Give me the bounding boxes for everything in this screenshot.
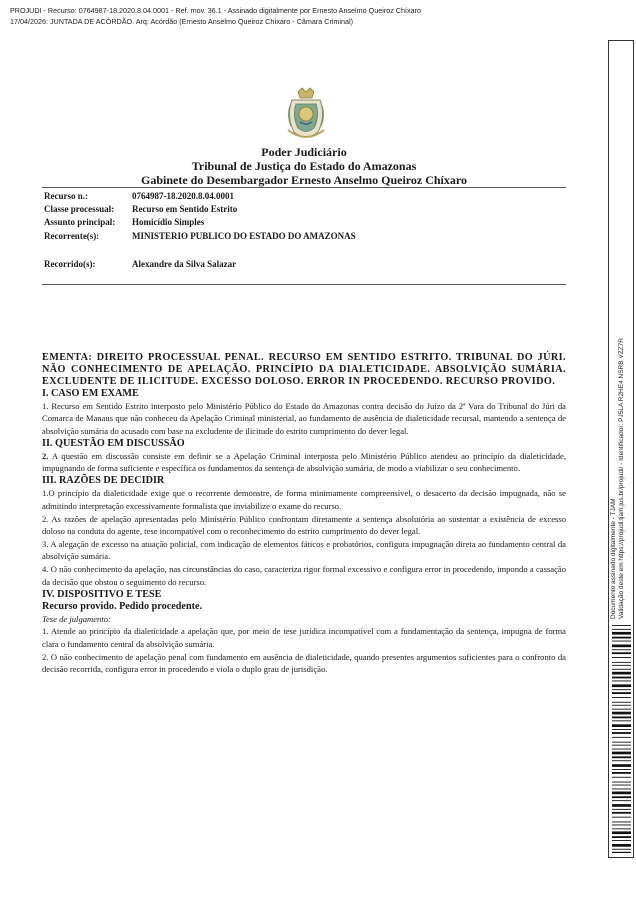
appellee-row [44, 259, 236, 270]
question-paragraph-number: 2. [42, 450, 49, 461]
divider-top [42, 187, 566, 188]
divider-bottom [42, 284, 566, 285]
case-class-value: Recurso em Sentido Estrito [132, 204, 238, 214]
case-subject-value: Homicídio Simples [132, 217, 205, 227]
appellee-value: Alexandre da Silva Salazar [132, 259, 237, 269]
appellant-row [44, 231, 356, 242]
case-paragraph-1: 1. Recurso em Sentido Estrito interposto pelo Ministério Público do Estado do Amazonas contra decisão do Juízo da 2ª Vara do Tribunal do Júri da Comarca de Manaus que não conheceu da Apelação Criminal ministerial, ao fundamento de ausência de dialeticidade recursal, mantendo a sentença de absolvição sumária do acusado com base na excludente de ilicitude do estrito cumprimento do dever legal. [42, 401, 566, 436]
document-body [42, 352, 566, 676]
case-class-label: Classe processual: [44, 204, 115, 214]
header-court: Tribunal de Justiça do Estado do Amazonas [191, 159, 417, 173]
validation-line-2: Validação deste em https://projudi.tjam.jus.br/projudi/ - Identificador: PJ5LA R2HE4 NSRB VZZ7R [618, 338, 625, 619]
ruling-result: Recurso provido. Pedido procedente. [42, 600, 203, 612]
case-class-row [44, 204, 237, 215]
section-title-case: I. CASO EM EXAME [42, 388, 139, 399]
case-number-label: Recurso n.: [44, 191, 88, 201]
header-judiciary: Poder Judiciário [261, 145, 347, 159]
ementa-summary: EMENTA: DIREITO PROCESSUAL PENAL. RECURSO EM SENTIDO ESTRITO. TRIBUNAL DO JÚRI. NÃO CONHECIMENTO DE APELAÇÃO. PRINCÍPIO DA DIALETICIDADE. ABSOLVIÇÃO SUMÁRIA. EXCLUDENTE DE ILICITUDE. EXCESSO DOLOSO. ERROR IN PROCEDENDO. RECURSO PROVIDO. [42, 352, 566, 387]
question-paragraph [42, 450, 566, 475]
signature-stamp-line-1: PROJUDI - Recurso: 0764987-18.2020.8.04.0001 - Ref. mov. 36.1 - Assinado digitalmente por Ernesto Anselmo Queiroz Chíxaro [10, 6, 421, 15]
section-title-reasons: III. RAZÕES DE DECIDIR [42, 475, 165, 487]
reasons-paragraph-1: 1.O princípio da dialeticidade exige que o recorrente demonstre, de forma minimamente compreensível, o desacerto da decisão impugnada, não se admitindo interpretação excessivamente formalista que inviabilize o exame do recurso. [42, 488, 566, 511]
signature-stamp-line-2: 17/04/2026: JUNTADA DE ACÓRDÃO. Arq: Acórdão (Ernesto Anselmo Queiroz Chíxaro - Câmara Criminal) [10, 17, 353, 26]
header-office: Gabinete do Desembargador Ernesto Anselmo Queiroz Chíxaro [141, 173, 467, 187]
appellee-label: Recorrido(s): [44, 259, 96, 269]
barcode-icon [612, 625, 631, 853]
question-paragraph-text: A questão em discussão consiste em definir se a Apelação Criminal interposta pelo Ministério Público atendeu ao princípio da dialeticidade, impugnando de forma suficiente e específica os fundamentos da sentença de absolvição sumária, de modo a viabilizar o seu conhecimento. [42, 450, 566, 474]
case-number-row [44, 191, 234, 202]
case-subject-row [44, 217, 204, 228]
validation-sidebar [608, 40, 634, 858]
appellant-label: Recorrente(s): [44, 231, 100, 241]
section-title-question: II. QUESTÃO EM DISCUSSÃO [42, 437, 185, 449]
thesis-label: Tese de julgamento: [42, 613, 111, 624]
appellant-value: MINISTERIO PUBLICO DO ESTADO DO AMAZONAS [132, 231, 356, 241]
reasons-paragraph-2: 2. As razões de apelação apresentadas pelo Ministério Público confrontam diretamente a sentença absolutória ao sustentar a existência de excesso doloso na conduta do agente, tese incompatível com o reconhecimento do estrito cumprimento do dever legal. [42, 513, 566, 537]
reasons-paragraph-4: 4. O não conhecimento da apelação, nas circunstâncias do caso, caracteriza rigor formal excessivo e configura error in procedendo, impondo a cassação da decisão que obstou o seguimento do recurso. [42, 564, 566, 587]
section-title-ruling: IV. DISPOSITIVO E TESE [42, 588, 162, 600]
validation-line-1: Documento assinado digitalmente - TJAM [610, 498, 617, 619]
amazonas-coat-of-arms-icon [284, 86, 328, 142]
thesis-paragraph-1: 1. Atende ao princípio da dialeticidade a apelação que, por meio de tese jurídica incompatível com a fundamentação da sentença, impugna de forma clara o fundamento central da absolvição sumária. [42, 626, 566, 649]
case-number-value: 0764987-18.2020.8.04.0001 [132, 191, 234, 201]
validation-text [610, 99, 626, 619]
reasons-paragraph-3: 3. A alegação de excesso na atuação policial, com indicação de elementos fáticos e probatórios, configura impugnação direta ao fundamento central da absolvição sumária. [42, 539, 566, 562]
thesis-paragraph-2: 2. O não conhecimento de apelação penal com fundamento em ausência de dialeticidade, quando presentes argumentos suficientes para o confronto da decisão recorrida, configura error in procedendo e viola o duplo grau de jurisdição. [42, 651, 566, 675]
case-subject-label: Assunto principal: [44, 217, 116, 227]
